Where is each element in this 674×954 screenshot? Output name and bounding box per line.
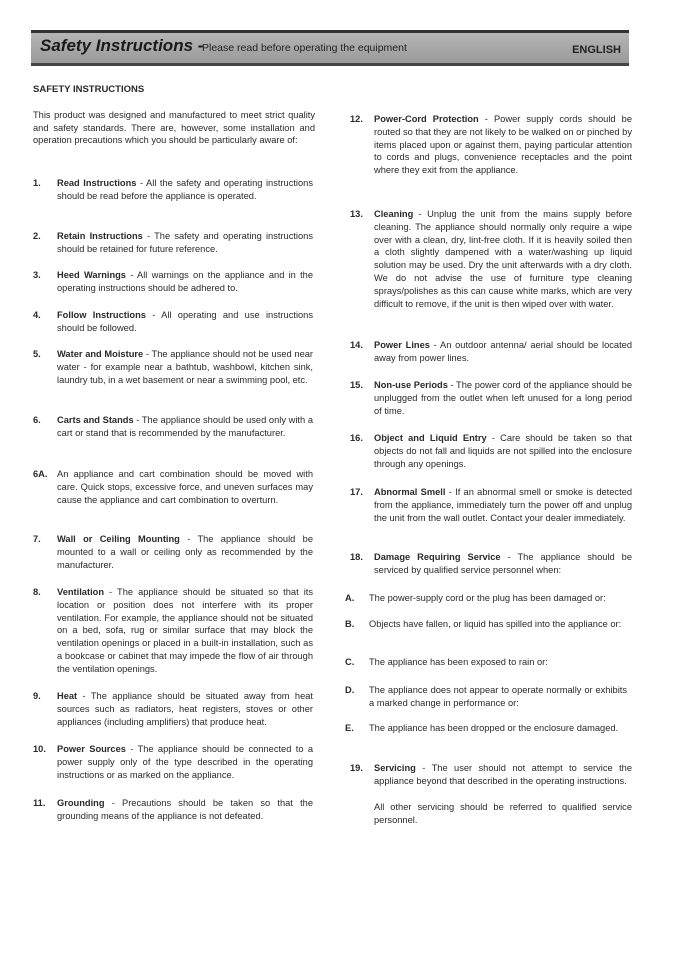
- instruction-item: [350, 113, 632, 177]
- item-number: 8.: [33, 587, 41, 597]
- item-text: - The appliance should be situated so that its location or position does not interfere with its proper ventilation. For example, the appliance should not be situated on a bed, sofa, rug or similar surface that may block the ventilation openings or placed in a built-in installation, such as a bookcase or cabinet that may impede the flow of air through the ventilation openings.: [57, 587, 313, 674]
- item-text: The power-supply cord or the plug has been damaged or:: [369, 593, 606, 603]
- instruction-item: [33, 468, 313, 506]
- item-text: - The appliance should be connected to a power supply only of the type described in the operating instructions or as marked on the appliance.: [57, 744, 313, 780]
- item-text: - The safety and operating instructions should be retained for future reference.: [57, 231, 313, 254]
- item-text: - Unplug the unit from the mains supply before cleaning. The appliance should normally only require a wipe over with a clean, dry, lint-free cloth. If it is heavily soiled then a cloth slightly dampened with a water/washing up liquid solution may be used. Dry the unit afterwards with a dry cloth. We do not advise the use of furniture type cleaning sprays/polishes as this can cause white marks, which are very difficult to remove, if the unit is then wiped over with water.: [374, 209, 632, 309]
- item-text: - The appliance should be serviced by qualified service personnel when:: [374, 552, 632, 575]
- instruction-item: [33, 177, 313, 203]
- item-number: 6A.: [33, 469, 48, 479]
- instruction-subitem: [345, 684, 627, 710]
- item-number: 9.: [33, 691, 41, 701]
- item-number: A.: [345, 593, 355, 603]
- instruction-item: [33, 230, 313, 256]
- item-text: All other servicing should be referred to qualified service personnel.: [374, 802, 632, 825]
- item-label: Heat: [57, 691, 78, 701]
- item-number: 19.: [350, 763, 363, 773]
- item-label: Heed Warnings: [57, 270, 126, 280]
- header-title: Safety Instructions -: [40, 36, 204, 55]
- instruction-item: [33, 348, 313, 386]
- instruction-item: [350, 432, 632, 470]
- item-label: Follow Instructions: [57, 310, 146, 320]
- instruction-item: [33, 309, 313, 335]
- item-text: The appliance does not appear to operate normally or exhibits a marked change in performance or:: [369, 685, 627, 708]
- instruction-item: [350, 486, 632, 524]
- instruction-item: [33, 414, 313, 440]
- header-banner: [31, 33, 629, 66]
- item-number: 12.: [350, 114, 363, 124]
- item-number: C.: [345, 657, 355, 667]
- item-label: Servicing: [374, 763, 416, 773]
- instruction-subitem: [345, 656, 627, 669]
- item-text: - Precautions should be taken so that the grounding means of the appliance is not defeated.: [57, 798, 313, 821]
- instruction-item: [33, 533, 313, 571]
- item-text: The appliance has been dropped or the enclosure damaged.: [369, 723, 619, 733]
- instruction-item: [33, 743, 313, 781]
- item-text: - An outdoor antenna/ aerial should be located away from power lines.: [374, 340, 633, 363]
- item-text: An appliance and cart combination should be moved with care. Quick stops, excessive force, and uneven surfaces may cause the appliance and cart combination to overturn.: [57, 469, 313, 505]
- item-number: E.: [345, 723, 354, 733]
- item-number: 3.: [33, 270, 41, 280]
- item-text: - Care should be taken so that objects do not fall and liquids are not spilled into the enclosure through any openings.: [374, 433, 632, 469]
- item-text: - If an abnormal smell or smoke is detected from the appliance, immediately turn the power off and unplug the unit from the wall outlet. Contact your dealer immediately.: [374, 487, 632, 523]
- item-label: Non-use Periods: [374, 380, 448, 390]
- item-label: Abnormal Smell: [374, 487, 446, 497]
- item-number: 16.: [350, 433, 363, 443]
- instruction-item: [350, 379, 632, 417]
- intro-paragraph: This product was designed and manufactured to meet strict quality and safety standards. There are, however, some installation and operation precautions which you should be particularly aware of:: [33, 110, 315, 146]
- item-label: Water and Moisture: [57, 349, 144, 359]
- instruction-item: [33, 586, 313, 676]
- item-number: 14.: [350, 340, 363, 350]
- instruction-item: [350, 551, 632, 577]
- item-number: 15.: [350, 380, 363, 390]
- item-number: 18.: [350, 552, 363, 562]
- item-text: Objects have fallen, or liquid has spilled into the appliance or:: [369, 619, 622, 629]
- item-number: 2.: [33, 231, 41, 241]
- item-text: - All warnings on the appliance and in the operating instructions should be adhered to.: [57, 270, 313, 293]
- instruction-item: [33, 797, 313, 823]
- item-label: Wall or Ceiling Mounting: [57, 534, 180, 544]
- instruction-subitem: [345, 592, 627, 605]
- item-text: - All the safety and operating instructions should be read before the appliance is operated.: [57, 178, 313, 201]
- item-number: 6.: [33, 415, 41, 425]
- header-subtitle: Please read before operating the equipment: [202, 42, 407, 54]
- item-text: - All operating and use instructions should be followed.: [57, 310, 313, 333]
- item-text: The appliance has been exposed to rain or:: [369, 657, 548, 667]
- section-heading: SAFETY INSTRUCTIONS: [33, 84, 145, 95]
- item-text: - The appliance should be situated away from heat sources such as radiators, heat registers, stoves or other appliances (including amplifiers) that produce heat.: [57, 691, 313, 727]
- item-number: 17.: [350, 487, 363, 497]
- item-number: 1.: [33, 178, 41, 188]
- item-text: - The power cord of the appliance should be unplugged from the outlet when left unused for a long period of time.: [374, 380, 632, 416]
- instruction-continuation: [350, 801, 632, 827]
- item-text: - The appliance should be used only with a cart or stand that is recommended by the manufacturer.: [57, 415, 313, 438]
- item-number: 7.: [33, 534, 41, 544]
- language-label: ENGLISH: [572, 44, 621, 56]
- instruction-subitem: [345, 618, 627, 631]
- item-text: - The appliance should not be used near water - for example near a bathtub, washbowl, kitchen sink, laundry tub, in a wet basement or near a swimming pool, etc.: [57, 349, 314, 385]
- item-label: Retain Instructions: [57, 231, 143, 241]
- item-text: - Power supply cords should be routed so that they are not likely to be walked on or pinched by items placed upon or against them, paying particular attention to cords and plugs, convenience receptacles and the point where they exit from the appliance.: [374, 114, 632, 176]
- item-number: D.: [345, 685, 355, 695]
- item-number: 10.: [33, 744, 46, 754]
- item-label: Object and Liquid Entry: [374, 433, 487, 443]
- instruction-item: [33, 269, 313, 295]
- item-number: B.: [345, 619, 355, 629]
- item-label: Power Sources: [57, 744, 126, 754]
- item-label: Power Lines: [374, 340, 430, 350]
- item-label: Ventilation: [57, 587, 105, 597]
- item-label: Power-Cord Protection: [374, 114, 479, 124]
- instruction-subitem: [345, 722, 627, 735]
- item-number: 5.: [33, 349, 41, 359]
- item-label: Carts and Stands: [57, 415, 134, 425]
- item-number: 11.: [33, 798, 46, 808]
- item-text: - The appliance should be mounted to a wall or ceiling only as recommended by the manufacturer.: [57, 534, 313, 570]
- item-number: 4.: [33, 310, 41, 320]
- item-label: Cleaning: [374, 209, 414, 219]
- instruction-item: [350, 339, 632, 365]
- item-text: - The user should not attempt to service the appliance beyond that described in the operating instructions.: [374, 763, 632, 786]
- instruction-item: [350, 762, 632, 788]
- instruction-item: [33, 690, 313, 728]
- instruction-item: [350, 208, 632, 310]
- item-label: Damage Requiring Service: [374, 552, 501, 562]
- item-label: Read Instructions: [57, 178, 137, 188]
- item-label: Grounding: [57, 798, 105, 808]
- item-number: 13.: [350, 209, 363, 219]
